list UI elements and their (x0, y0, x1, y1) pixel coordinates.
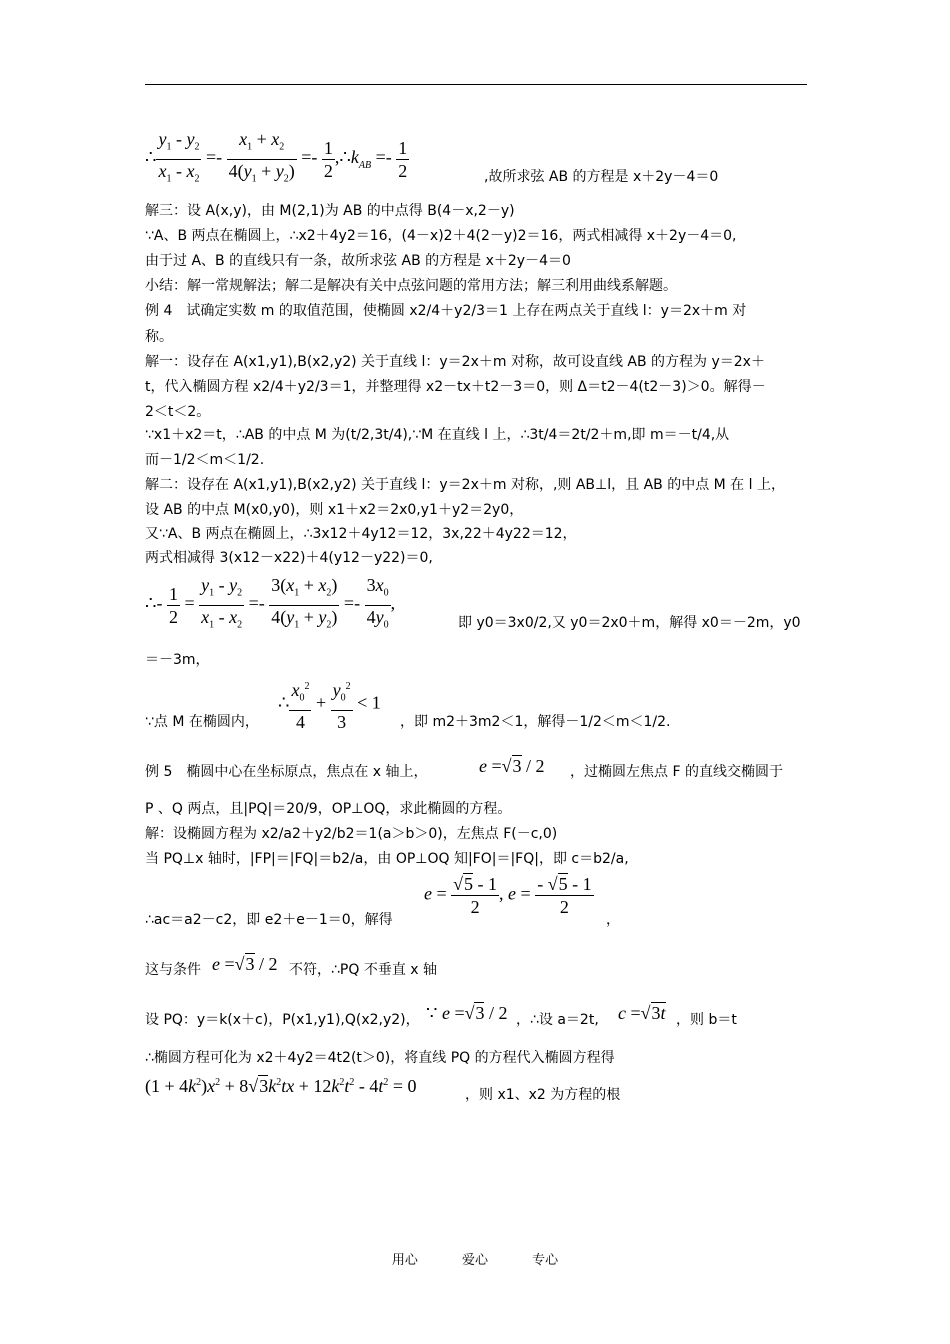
text-line: 解一：设存在 A(x1,y1),B(x2,y2) 关于直线 l：y＝2x＋m 对称，故可设直线 AB 的方程为 y＝2x＋ (145, 354, 765, 370)
formula-eccentricity: e =√3 / 2 (212, 954, 278, 974)
text-line: ，∴设 a＝2t, (516, 1012, 599, 1028)
text-line: ∴ac＝a2－c2，即 e2＋e－1＝0，解得 (145, 912, 393, 928)
text-line: 设 PQ：y＝k(x＋c)，P(x1,y1),Q(x2,y2)， (145, 1012, 420, 1028)
text-line: 即 y0＝3x0/2,又 y0＝2x0＋m，解得 x0＝－2m，y0 (458, 615, 801, 631)
text-line: 小结：解一常规解法；解二是解决有关中点弦问题的常用方法；解三利用曲线系解题。 (145, 278, 677, 294)
text-line: 解三：设 A(x,y)，由 M(2,1)为 AB 的中点得 B(4－x,2－y) (145, 203, 515, 219)
text-line: ，即 m2＋3m2＜1，解得－1/2＜m＜1/2. (400, 714, 671, 730)
text-line: ∵点 M 在椭圆内， (145, 714, 259, 730)
text-line: ，则 b＝t (676, 1012, 737, 1028)
formula-e-roots: e = $\frac{√5 - 1}{2}$ , e = $\frac{- √5 - 1}{2}$ (424, 874, 592, 917)
page-footer (0, 1249, 950, 1268)
text-line: ∴椭圆方程可化为 x2＋4y2＝4t2(t＞0)，将直线 PQ 的方程代入椭圆方程得 (145, 1050, 615, 1066)
text-line: P 、Q 两点，且|PQ|＝20/9，OP⊥OQ，求此椭圆的方程。 (145, 801, 512, 817)
text-line: 而－1/2＜m＜1/2. (145, 452, 265, 468)
formula-quadratic: $(1 + 4k^2)x^2 + 8√3k^2tx + 12k^2t^2 - 4t^2 = 0$ (145, 1076, 417, 1096)
footer-text: 用心 (391, 1253, 418, 1268)
formula-slope-1: ∴ $\frac{y_1 - y_2}{x_1 - x_2}$ =- $\frac{x_1 + x_2}{4(y_1 + y_2)}$ =- $\frac{1}{2}$ $,\therefore k_{AB}$ =- $\frac{1}{2}$ (145, 129, 408, 185)
text-line: 由于过 A、B 的直线只有一条，故所求弦 AB 的方程是 x＋2y－4＝0 (145, 253, 571, 269)
footer-text: 专心 (532, 1253, 559, 1268)
text-line: ，过椭圆左焦点 F 的直线交椭圆于 (570, 764, 783, 780)
text-line: t，代入椭圆方程 x2/4＋y2/3＝1，并整理得 x2－tx＋t2－3＝0，则 Δ＝t2－4(t2－3)＞0。解得－ (145, 379, 766, 395)
text-line: 这与条件 (145, 962, 201, 978)
formula-c-value: c =√3t (618, 1003, 666, 1023)
text-line: 例 4 试确定实数 m 的取值范围，使椭圆 x2/4＋y2/3＝1 上存在两点关于直线 l：y＝2x＋m 对 (145, 303, 747, 319)
header-rule (145, 84, 807, 85)
formula-ellipse-inside: ∴ $\frac{x_0^2}{4}$ + $\frac{y_0^2}{3}$ < 1 (278, 676, 381, 733)
footer-text: 爱心 (461, 1253, 488, 1268)
text-line: ,故所求弦 AB 的方程是 x＋2y－4＝0 (484, 169, 719, 185)
text-line: ，则 x1、x2 为方程的根 (465, 1087, 621, 1103)
text-line: 又∵A、B 两点在椭圆上，∴3x12＋4y12＝12，3x,22＋4y22＝12， (145, 526, 577, 542)
text-line: 当 PQ⊥x 轴时，|FP|＝|FQ|＝b2/a，由 OP⊥OQ 知|FO|＝|FQ|，即 c＝b2/a, (145, 851, 629, 867)
text-line: 设 AB 的中点 M(x0,y0)，则 x1＋x2＝2x0,y1＋y2＝2y0， (145, 502, 524, 518)
formula-since-eccentricity: ∵ e =√3 / 2 (426, 1003, 508, 1023)
text-line: 解二：设存在 A(x1,y1),B(x2,y2) 关于直线 l：y＝2x＋m 对称，,则 AB⊥l，且 AB 的中点 M 在 l 上， (145, 477, 785, 493)
text-line: ∵A、B 两点在椭圆上，∴x2＋4y2＝16，(4－x)2＋4(2－y)2＝16，两式相减得 x＋2y－4＝0, (145, 228, 737, 244)
text-line: 解：设椭圆方程为 x2/a2＋y2/b2＝1(a＞b＞0)，左焦点 F(－c,0) (145, 826, 558, 842)
text-line: ＝－3m， (145, 652, 210, 668)
text-line: 不符，∴PQ 不垂直 x 轴 (289, 962, 438, 978)
formula-slope-2: ∴- $\frac{1}{2}$ = $\frac{y_1 - y_2}{x_1 - x_2}$ =- $\frac{3(x_1 + x_2)}{4(y_1 + y_2)}$ =- $\frac{3x_0}{4y_0}$ , (145, 575, 396, 631)
formula-eccentricity: e =√3 / 2 (479, 756, 545, 776)
text-line: 例 5 椭圆中心在坐标原点，焦点在 x 轴上， (145, 764, 428, 780)
text-line: ， (606, 912, 620, 928)
text-line: 2＜t＜2。 (145, 404, 211, 420)
text-line: 两式相减得 3(x12－x22)＋4(y12－y22)＝0, (145, 550, 433, 566)
text-line: 称。 (145, 329, 173, 345)
text-line: ∵x1＋x2＝t，∴AB 的中点 M 为(t/2,3t/4),∵M 在直线 l 上，∴3t/4＝2t/2＋m,即 m＝－t/4,从 (145, 427, 730, 443)
